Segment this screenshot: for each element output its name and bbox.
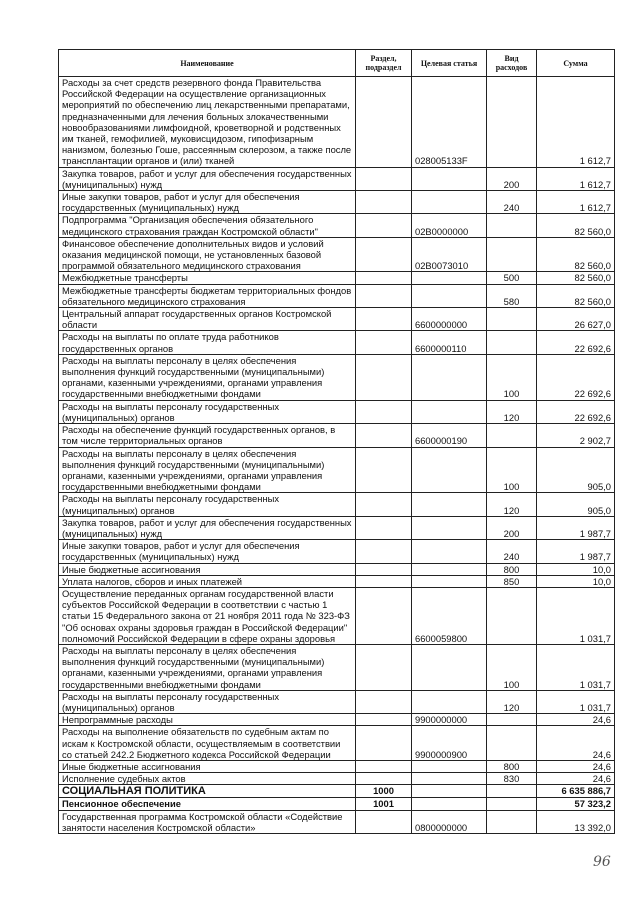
- cell-section: [356, 191, 412, 214]
- cell-target: [412, 493, 487, 516]
- cell-target: [412, 284, 487, 307]
- table-row: [59, 167, 615, 190]
- cell-name: Иные бюджетные ассигнования: [59, 760, 356, 772]
- cell-target: [412, 644, 487, 690]
- page-number: 96: [593, 854, 611, 870]
- cell-sum: 22 692,6: [537, 331, 615, 354]
- cell-target: [412, 191, 487, 214]
- cell-name: Межбюджетные трансферты: [59, 272, 356, 284]
- budget-sheet: [58, 49, 614, 834]
- cell-type: 850: [487, 575, 537, 587]
- table-row: [59, 575, 615, 587]
- table-body: [59, 77, 615, 834]
- cell-type: 830: [487, 773, 537, 785]
- table-row: [59, 308, 615, 331]
- cell-section: [356, 516, 412, 539]
- table-row: [59, 214, 615, 237]
- cell-target: [412, 773, 487, 785]
- cell-type: [487, 214, 537, 237]
- cell-section: [356, 810, 412, 833]
- cell-section: [356, 760, 412, 772]
- cell-name: Расходы на выплаты персоналу государственных (муниципальных) органов: [59, 400, 356, 423]
- cell-name: Уплата налогов, сборов и иных платежей: [59, 575, 356, 587]
- cell-section: [356, 237, 412, 272]
- budget-table: [58, 49, 615, 834]
- cell-section: [356, 331, 412, 354]
- cell-type: 240: [487, 540, 537, 563]
- cell-sum: 1 612,7: [537, 167, 615, 190]
- cell-name: Подпрограмма "Организация обеспечения обязательного медицинского страхования граждан Костромской области": [59, 214, 356, 237]
- cell-type: 100: [487, 354, 537, 400]
- cell-type: 580: [487, 284, 537, 307]
- cell-name: СОЦИАЛЬНАЯ ПОЛИТИКА: [59, 785, 356, 798]
- cell-section: [356, 714, 412, 726]
- cell-sum: 6 635 886,7: [537, 785, 615, 798]
- cell-sum: 24,6: [537, 773, 615, 785]
- cell-sum: 905,0: [537, 493, 615, 516]
- cell-type: 500: [487, 272, 537, 284]
- table-row: [59, 563, 615, 575]
- cell-sum: 82 560,0: [537, 214, 615, 237]
- cell-sum: 24,6: [537, 760, 615, 772]
- table-row: [59, 785, 615, 798]
- cell-section: [356, 167, 412, 190]
- cell-name: Непрограммные расходы: [59, 714, 356, 726]
- cell-type: 120: [487, 400, 537, 423]
- cell-target: [412, 516, 487, 539]
- cell-target: 9900000000: [412, 714, 487, 726]
- cell-name: Государственная программа Костромской области «Содействие занятости населения Костромской области»: [59, 810, 356, 833]
- table-row: [59, 773, 615, 785]
- cell-type: 100: [487, 447, 537, 493]
- cell-target: 028005133F: [412, 77, 487, 168]
- cell-sum: 2 902,7: [537, 424, 615, 447]
- cell-name: Расходы на выплаты персоналу в целях обеспечения выполнения функций государственными (муниципальными) органами, казенными учреждениями, органами управления государственными внебюджетными фондами: [59, 447, 356, 493]
- cell-target: 0800000000: [412, 810, 487, 833]
- table-row: [59, 77, 615, 168]
- cell-sum: 22 692,6: [537, 354, 615, 400]
- cell-name: Исполнение судебных актов: [59, 773, 356, 785]
- cell-section: [356, 690, 412, 713]
- cell-target: 9900000900: [412, 726, 487, 761]
- cell-name: Финансовое обеспечение дополнительных видов и условий оказания медицинской помощи, не установленных базовой программой обязательного медицинского страхования: [59, 237, 356, 272]
- header-name: Наименование: [59, 50, 356, 77]
- cell-target: [412, 798, 487, 810]
- cell-type: 120: [487, 493, 537, 516]
- cell-type: 120: [487, 690, 537, 713]
- cell-target: [412, 690, 487, 713]
- cell-section: [356, 587, 412, 644]
- cell-section: 1001: [356, 798, 412, 810]
- table-row: [59, 516, 615, 539]
- cell-sum: 26 627,0: [537, 308, 615, 331]
- cell-name: Расходы на выплаты персоналу государственных (муниципальных) органов: [59, 690, 356, 713]
- table-row: [59, 354, 615, 400]
- cell-section: [356, 354, 412, 400]
- cell-sum: 1 987,7: [537, 516, 615, 539]
- header-section: Раздел, подраздел: [356, 50, 412, 77]
- cell-sum: 22 692,6: [537, 400, 615, 423]
- cell-name: Закупка товаров, работ и услуг для обеспечения государственных (муниципальных) нужд: [59, 516, 356, 539]
- cell-sum: 10,0: [537, 563, 615, 575]
- table-row: [59, 424, 615, 447]
- cell-target: [412, 785, 487, 798]
- cell-section: [356, 726, 412, 761]
- cell-target: [412, 400, 487, 423]
- header-target: Целевая статья: [412, 50, 487, 77]
- cell-type: 200: [487, 167, 537, 190]
- table-row: [59, 810, 615, 833]
- cell-type: [487, 785, 537, 798]
- cell-type: [487, 237, 537, 272]
- cell-sum: 82 560,0: [537, 272, 615, 284]
- cell-section: [356, 400, 412, 423]
- cell-section: [356, 308, 412, 331]
- cell-type: [487, 77, 537, 168]
- cell-name: Расходы на выплаты по оплате труда работников государственных органов: [59, 331, 356, 354]
- cell-target: 6600059800: [412, 587, 487, 644]
- cell-section: [356, 272, 412, 284]
- cell-name: Осуществление переданных органам государственной власти субъектов Российской Федерации в соответствии с частью 1 статьи 15 Федерального закона от 21 ноября 2011 года № 323-ФЗ "Об основах охраны здоровья граждан в Российской Федерации" полномочий Российской Федерации в сфере охраны здоровья: [59, 587, 356, 644]
- cell-type: [487, 424, 537, 447]
- cell-section: [356, 284, 412, 307]
- cell-name: Иные закупки товаров, работ и услуг для обеспечения государственных (муниципальных) нужд: [59, 540, 356, 563]
- table-row: [59, 191, 615, 214]
- cell-sum: 82 560,0: [537, 237, 615, 272]
- cell-sum: 1 612,7: [537, 191, 615, 214]
- cell-sum: 24,6: [537, 714, 615, 726]
- cell-target: [412, 575, 487, 587]
- table-row: [59, 400, 615, 423]
- cell-name: Закупка товаров, работ и услуг для обеспечения государственных (муниципальных) нужд: [59, 167, 356, 190]
- table-row: [59, 690, 615, 713]
- cell-target: [412, 272, 487, 284]
- table-row: [59, 237, 615, 272]
- cell-sum: 1 987,7: [537, 540, 615, 563]
- cell-section: [356, 773, 412, 785]
- cell-type: [487, 331, 537, 354]
- cell-section: [356, 447, 412, 493]
- header-type: Вид расходов: [487, 50, 537, 77]
- cell-type: 240: [487, 191, 537, 214]
- cell-target: 6600000190: [412, 424, 487, 447]
- cell-name: Расходы на выплаты персоналу в целях обеспечения выполнения функций государственными (муниципальными) органами, казенными учреждениями, органами управления государственными внебюджетными фондами: [59, 644, 356, 690]
- cell-type: 800: [487, 563, 537, 575]
- cell-name: Расходы на выполнение обязательств по судебным актам по искам к Костромской области, осуществляемым в соответствии со статьей 242.2 Бюджетного кодекса Российской Федерации: [59, 726, 356, 761]
- cell-name: Расходы за счет средств резервного фонда Правительства Российской Федерации на осуществление организационных мероприятий по обеспечению лиц лекарственными препаратами, предназначенными для лечения больных злокачественными новообразованиями лимфоидной, кроветворной и родственных им тканей, гемофилией, муковисцидозом, гипофизарным нанизмом, болезнью Гоше, рассеянным склерозом, а также после трансплантации органов и (или) тканей: [59, 77, 356, 168]
- cell-type: [487, 798, 537, 810]
- cell-section: [356, 540, 412, 563]
- cell-section: 1000: [356, 785, 412, 798]
- table-row: [59, 540, 615, 563]
- cell-name: Расходы на выплаты персоналу государственных (муниципальных) органов: [59, 493, 356, 516]
- cell-section: [356, 214, 412, 237]
- cell-sum: 24,6: [537, 726, 615, 761]
- cell-target: [412, 760, 487, 772]
- cell-sum: 1 031,7: [537, 644, 615, 690]
- table-row: [59, 726, 615, 761]
- cell-type: [487, 726, 537, 761]
- header-sum: Сумма: [537, 50, 615, 77]
- cell-type: [487, 308, 537, 331]
- cell-section: [356, 563, 412, 575]
- cell-type: 100: [487, 644, 537, 690]
- table-row: [59, 644, 615, 690]
- table-row: [59, 447, 615, 493]
- table-row: [59, 284, 615, 307]
- table-row: [59, 272, 615, 284]
- cell-target: 6600000110: [412, 331, 487, 354]
- cell-section: [356, 575, 412, 587]
- cell-section: [356, 424, 412, 447]
- cell-section: [356, 644, 412, 690]
- cell-name: Иные закупки товаров, работ и услуг для обеспечения государственных (муниципальных) нужд: [59, 191, 356, 214]
- table-row: [59, 798, 615, 810]
- cell-name: Расходы на выплаты персоналу в целях обеспечения выполнения функций государственными (муниципальными) органами, казенными учреждениями, органами управления государственными внебюджетными фондами: [59, 354, 356, 400]
- cell-section: [356, 493, 412, 516]
- cell-target: [412, 447, 487, 493]
- cell-name: Расходы на обеспечение функций государственных органов, в том числе территориальных органов: [59, 424, 356, 447]
- cell-type: 200: [487, 516, 537, 539]
- cell-target: [412, 167, 487, 190]
- cell-sum: 57 323,2: [537, 798, 615, 810]
- cell-sum: 13 392,0: [537, 810, 615, 833]
- table-row: [59, 331, 615, 354]
- cell-type: [487, 714, 537, 726]
- cell-sum: 1 031,7: [537, 690, 615, 713]
- cell-name: Пенсионное обеспечение: [59, 798, 356, 810]
- cell-type: [487, 587, 537, 644]
- cell-sum: 1 031,7: [537, 587, 615, 644]
- cell-target: 6600000000: [412, 308, 487, 331]
- cell-type: 800: [487, 760, 537, 772]
- cell-name: Иные бюджетные ассигнования: [59, 563, 356, 575]
- cell-sum: 82 560,0: [537, 284, 615, 307]
- cell-sum: 10,0: [537, 575, 615, 587]
- cell-target: [412, 354, 487, 400]
- cell-target: [412, 540, 487, 563]
- cell-section: [356, 77, 412, 168]
- cell-target: [412, 563, 487, 575]
- table-row: [59, 493, 615, 516]
- table-row: [59, 714, 615, 726]
- cell-sum: 905,0: [537, 447, 615, 493]
- cell-sum: 1 612,7: [537, 77, 615, 168]
- table-row: [59, 760, 615, 772]
- table-row: [59, 587, 615, 644]
- cell-name: Центральный аппарат государственных органов Костромской области: [59, 308, 356, 331]
- cell-type: [487, 810, 537, 833]
- table-header-row: [59, 50, 615, 77]
- cell-target: 02В0000000: [412, 214, 487, 237]
- cell-target: 02В0073010: [412, 237, 487, 272]
- cell-name: Межбюджетные трансферты бюджетам территориальных фондов обязательного медицинского страхования: [59, 284, 356, 307]
